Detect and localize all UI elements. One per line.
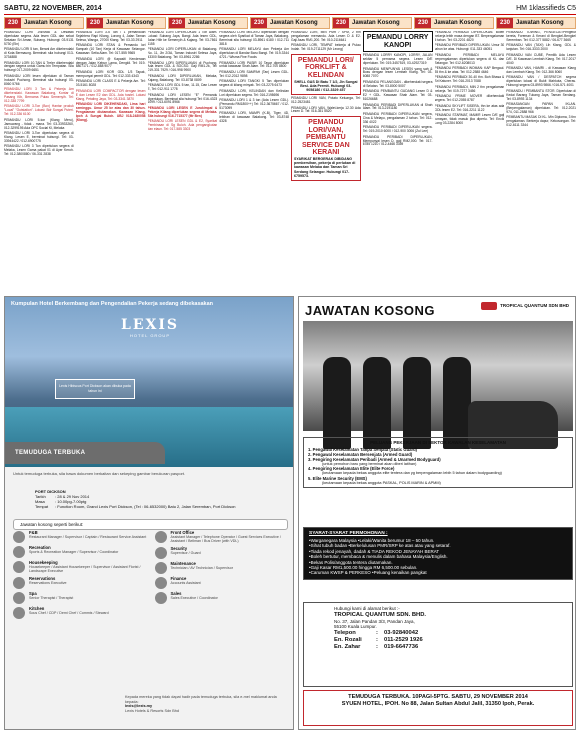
classified-ad: PEMANDU SKYLIFT SISERA, thn ke atas ada GDL lesen E2. Tel: 016-2211 1122 xyxy=(434,103,505,112)
ad-tagline: Kumpulan Hotel Berkembang dan Pengendalian Pekerja sedang dibekasakan xyxy=(11,301,214,307)
boxed-ad-title: PEMANDU LORI/VAN, PEMBANTU SERVICE DAN KERANI xyxy=(302,118,350,157)
positions-grid xyxy=(13,531,288,691)
offer-item: 5. Elite Marine Security (EMS) xyxy=(308,475,367,481)
position-item: Housekeeping Housekeeper / Assistant Housekeeper / Supervisor / Assistant Florist / Landscape Executive xyxy=(13,561,147,574)
classified-ad: PEMANDU PERIBADI DIPERLUKAN. Umur 30 tahun ke atas. Hubungi: 011-333 46051 xyxy=(434,43,505,52)
classified-column-6 xyxy=(363,31,433,293)
classified-column-5 xyxy=(291,31,361,293)
sales-icon xyxy=(155,592,167,604)
lexis-logo-wordmark: LEXIS xyxy=(120,317,180,333)
kitchen-icon xyxy=(13,607,25,619)
classified-ad: PEMBANTU MASAK DI KL. Min Diploma, 3 thn pengalaman. Berkerja dapur, Kekosongan. Tel: 012-6111 3344 xyxy=(506,115,576,128)
interview-venue xyxy=(35,489,285,509)
classified-ad: PEMANDU LORI 3-Ton diperlukan segera di Klang. Lesen E, berminat hubungi. Tel: 03-33944422 / 012-6900775 xyxy=(4,131,74,143)
position-item: Security Supervisor / Guard xyxy=(155,547,289,559)
classified-ad: PEMANDU VAN, HAMRI - di Kawasan Klang dan Lembah Klang. Tel: 012-366 8060 xyxy=(506,66,576,74)
offer-item: 2. Pengawal Keselamatan Bersenjata (Armed Guard) xyxy=(308,452,413,457)
requirement-item: •Sihat tubuh badan •Berkelulusan PMR/SRP ke atas atau yang setaraf. xyxy=(309,543,451,549)
classified-ad: PEMANDU VAN (TAXI) Lih Klang, GDL & lanjutan. Tel: 016-3333 2000 xyxy=(506,43,576,52)
classified-ad: PEMANDU LORI KOR GDL 1/3 Tapak, mempunyai permit GDL. Tel: 012-333 4343 xyxy=(75,69,146,78)
classified-ad: PEMANDU LORI PASIR 10 Tayar diperlukan untuk kawasan Shah Alam. Tel: 012-700 8800 xyxy=(219,60,289,69)
classified-ad: PEMANDU LORI lesen dijerlukan di Taman Industri Puchong. Berminat sila hubungi 03-8060 5766 xyxy=(4,73,74,86)
masthead-section: HM 1klassifieds C5 xyxy=(516,5,576,12)
classified-ad: PEMANDU LORI DIPERLUKAN 1 Ton Alam. Lokasi: Subang Jaya, Bangi. Ada lesen GDL, Jalan Hilir ke Semenyih & Kajang. Tel: 03-7861 1155 xyxy=(147,31,218,46)
classified-ad: PEMANDU STARMAT, MAMIR Lesen D/E gaji lumayan, tidak masuk jika diperlu. Tel: Encik Long 03-2284 8000 xyxy=(434,113,505,125)
classified-ad: PEMANDU LORI 3 Ton diperlukan segera di Melaka, Lesen Gama pakat 01 di Ayer Keroh. Tel: 012-3800880 / 06-331 2838 xyxy=(4,144,74,157)
offer-header: PELUANG PEKERJAAN DI SEKTOR KAWALAN KESELAMATAN xyxy=(370,440,506,445)
contact-company: TROPICAL QUANTUM SDN. BHD. xyxy=(334,611,426,618)
offer-item: 1. Pengawal Keselamatan Tanpa Senjata (Static Guard) xyxy=(308,447,418,452)
section-header: 230 Jawatan Kosong xyxy=(332,17,412,29)
guards-group xyxy=(323,357,471,449)
section-headers xyxy=(4,17,576,29)
footer-email: lexis@lexis.my xyxy=(125,704,153,709)
guard-figure xyxy=(443,357,471,449)
classified-ad: PEMANDU PELANGGAN - dikehendaki segera di Selatan. Tel: 03-8000 5007 xyxy=(362,79,433,88)
classified-ad: PEMANDU LORI 5-ton (Klang Meru), Jamuwang - tidak - mana. Tel: 03-33933260, 012-3299195 Ada OPC Social Kl, Melaka xyxy=(4,117,74,130)
classified-ad: PEMANDU VAN / DESPATCH segera diperlukan lokasi di Bukit Mahkota, Cheras. Hubungi segera 03-8993 9866 / 016-571 4001 xyxy=(506,75,576,88)
classified-ad: PEMANDU LORI 1 & 3 ton (Ada Lesen GDL). (Pemandu RM1800++) Tel: 012-3675667 / 012-5173099 xyxy=(219,98,289,110)
lexis-logo xyxy=(105,317,195,338)
requirement-item: •Gaji Kasar RM1,500.00 hingga RM 6,500.00 sebulan. xyxy=(309,565,418,571)
classified-ad: PEMANDU PERIBADI WOMAN: KAP Bergaul. 35 thn & ke atas. Tel: 012-2588 4646 xyxy=(434,66,505,74)
requirement-item: •Warganegara Malaysia •Lelaki/Wanita berumur 18 – 50 tahun. xyxy=(309,538,435,543)
classified-ad: PEMANDU PERIBADI DIPERLUKAN. Boleh bekerja lebih masa dengan BT. Berpengalaman 5 tahun. Tel: 03-2201 4820 xyxy=(434,31,505,42)
offer-item: 3. Pengiring Keselamatan Peribadi (Armed & Unarmed Bodyguard) xyxy=(308,457,441,462)
section-header: 230 Jawatan Kosong xyxy=(496,17,576,29)
offer-note: (keutamaan kepada bekas anggota PASKAL, POLIS MARIN & APMM) xyxy=(322,480,441,485)
position-item: F&B Restaurant Manager / Supervisor / Captain / Restaurant Service Assistant xyxy=(13,531,147,543)
classified-ad: PEMANDU LORI LESEN "E" Pemandu diperlukan. Berminat sila hubungi Tel: 016-4323 1099 / 013-6091 8966 xyxy=(147,92,218,105)
classified-ad: PEMANDU LORI DIKEHENDAKI, Lima hari seminggu. Umur 25 ke atas dan 30 tahun. Pengalaman diutamakan. Kawasan Klang, Ipoh & Sungai Buloh. UBJ 018-2480058 (Klang). xyxy=(75,102,146,122)
classified-ad: PEMANDU LORI, MIN PMR / SPM, 2 thn pengalaman memandu. Ada Lesen D & E2. Gaji Asas RM1,200. Tel: 010-2116641 xyxy=(291,31,361,42)
boxed-ad-title: PEMANDU LORI/ FORKLIFT & KELINDAN xyxy=(297,56,354,79)
contact-row: En. Zahar : 019-6647736 xyxy=(334,643,419,650)
classified-ad: PEMANDU LORI JW/Maa & Desasilk diperlukan segera. Ada lesen GDL dan sekat Sekatan Sri Aman, Subang. Hubungi: 03-9131 5730 (Ein) xyxy=(4,31,74,46)
boxed-ad-body: SHELL GAS Di Batu 7 1/2, Jln Sungai Besi. Ada Permit. Hubungi 03-9058186 / 012-3329 457 xyxy=(294,79,358,92)
classified-ad: PEMANDU LORI VAN, Walet-kerja 12.30 Ada Lesen D. Tel: 016-351 5520 xyxy=(291,105,361,114)
footer-note: Kepada mereka yang tidak dapat hadir pada temuduga terbuka, sila e-mel maklumat anda kepada: xyxy=(125,695,277,704)
classified-column-8 xyxy=(506,31,576,293)
requirement-item: •Boleh bertutur, membaca & menulis dalam bahasa Malaysia/English. xyxy=(309,554,448,560)
classified-ad: PEMANDU LORI STAN & Pemandu lori Sampah (10 Tan) Kerja di Kawasan Selangor. Kawasan: Setia Alam. Tel: 017-555 9565 xyxy=(75,43,146,56)
position-item: Reservations Reservations Executive xyxy=(13,577,147,589)
classified-columns xyxy=(4,31,576,293)
classified-column-1 xyxy=(4,31,74,293)
guard-figure xyxy=(323,357,351,449)
contact-row: En. Rozali : 011-2529 1926 xyxy=(334,636,423,643)
contact-address: No. 37, Jalan Pandan 3/3, Pandan Jaya, xyxy=(334,618,415,624)
classified-ad: PEMANDU LORI TANGKI 5 Tan diperlukan segera di kilang minyak. Tel: 03-2275 6473 xyxy=(219,79,289,88)
boxed-ad-title: PEMANDU LORRY KANOPI xyxy=(366,34,429,49)
boxed-ad-body: SYARIKAT BERGERAK DIBIDANG pembersihan, pekerja di perlukan di kawasan Melaka dan Taman Sri Serdang Selangor. Hubungi 017-6759573. xyxy=(294,156,356,178)
front-office-icon xyxy=(155,531,167,543)
classified-ad: PEMANDU LORI CLASS E & Pekerja Am. Tel: 03-5161 8028 xyxy=(75,79,146,88)
masthead-date: SABTU, 22 NOVEMBER, 2014 xyxy=(4,5,102,12)
position-item: Sales Sales Executive / Coordinator xyxy=(155,592,289,604)
food-beverage-icon xyxy=(13,531,25,543)
requirement-item: •Caruman KWSP & PERKESO •Peluang kenaikan pangkat xyxy=(309,570,427,576)
job-offer-list xyxy=(303,437,573,488)
venue-line: TEMUDUGA TERBUKA. 10PAGI-5PTG. SABTU, 29 NOVEMBER 2014 xyxy=(348,694,528,700)
positions-header: Jawatan kosong seperti berikut: xyxy=(13,519,288,530)
classified-ad: PEMANDU LORI LESEN E Jurukimpal & Pekerja Kilang diperlukan segera di Melaka. Sila hubungi 016-7715377 (Mr Ben) xyxy=(147,105,218,118)
lexis-footer xyxy=(125,695,290,713)
positions-right xyxy=(155,531,289,691)
classified-ad: PEMANDU LORI DIPERLUKAN, Melaka, Kajang, Balakong. Tel: 03-8738 0809 xyxy=(147,73,218,82)
guard-figure xyxy=(403,357,431,449)
section-header: 230 Jawatan Kosong xyxy=(4,17,84,29)
lexis-hotel-ad xyxy=(4,296,294,730)
masthead xyxy=(4,3,576,15)
classified-ad: PEMANDU LORRY KANOPI, LORRY, JALAN sekitar 5 pernama segera. Lesen D/E diperlukan. Tel: 019-3457519, 03-42927319 xyxy=(362,53,433,65)
classified-ad: PEMANDU LORI @ Kapasiti Kenderaan dengan Jalan Kebun Lama, Dengkil. Tel: 019-8807171 / 012-888 9077 xyxy=(75,56,146,69)
classified-ad: PEMANDU PERIBADI 30-40 thn. Boh Bhasa & Sri Katuner. Tel: 016-2013 7088 xyxy=(434,75,505,84)
classified-ad: PEMANDU LORI 3 Ton & Pekerja Am dikehendaki. Kawasan Balakong, Kontar di Pasang Kib, Bernama Pulau Semenyih. Tel: 012-338 7799 xyxy=(4,87,74,103)
classified-ad: PEMANDU PERIBADI DIPERLUKAN segera, Cina & Melayu, pengalaman 2 tahun. Tel: 012-336 4022 xyxy=(362,111,433,124)
classified-ad: PEMANDU PERIBADI MELAYU berpengalaman diperlukan segera di KL dan Selangor. Tel: 012-6208013 xyxy=(434,52,505,65)
position-item: Kitchen Sous Chef / CDP / Demi Chef / Commis / Steward xyxy=(13,607,147,619)
offer-item: 4. Pengiring Keselamatan Elite (Elite Force) xyxy=(308,466,395,472)
classified-column-7 xyxy=(435,31,505,293)
reservations-icon xyxy=(13,577,25,589)
venue-row: Tempat : Function Room, Grand Lexis Port Dickson, (Tel : 06-6532000) Batu 2, Jalan Seremban, Port Dickson xyxy=(35,504,236,509)
open-interview-banner: TEMUDUGA TERBUKA xyxy=(5,442,165,464)
ad-title: JAWATAN KOSONG xyxy=(305,303,436,318)
classified-ad: PEMANDU PERIBADI, MIN 2 thn pengalaman bekerja. Tel: 019-7277 3456 xyxy=(434,84,505,93)
offer-note: (keutamaan kepada bekas anggota elite tentera dan yg berpengalaman lebih 5 tahun dalam bodyguarding) xyxy=(322,471,502,476)
classified-ad: PEMANDU PEMBANTU GUDANG Lesen D & E2 + GDL. Kawasan Shah Alam. Tel: 03-51026688 xyxy=(362,89,433,102)
quantum-logo: TROPICAL QUANTUM SDN BHD xyxy=(481,302,569,310)
classified-ad: PEMANDU LORI SAMPAH (Tan) Lesen GDL. Tel: 012-2012 9898 xyxy=(219,69,289,78)
security-icon xyxy=(155,547,167,559)
classified-ad: PEMANDU LORI COMPACTOR dengan lesen E dan Lesen E2 dan GDL. Ada hostel. Lokasi Klang, Petaling Jaya, Tel: 03-3341 3870 xyxy=(75,88,146,101)
venue-row: Tarikh : 28 & 29 Nov 2014 xyxy=(35,494,90,499)
spa-icon xyxy=(13,592,25,604)
position-item: Recreation Sports & Recreation Manager / Supervisor / Coordinator xyxy=(13,546,147,558)
position-item: Front Office Assistant Manager / Telephone Operator / Guest Services Executive / Assistant / Bellman / Bus Driver (with VDL) xyxy=(155,531,289,544)
interview-intro: Untuk temuduga terbuka, sila bawa dokumen berkaitan dan sekeping gambar berukuran pasport. xyxy=(13,471,186,476)
classified-ad: PEMANDU VAN CUBE, Pemilik Ada Lesen D/E. Di Kawasan Lembah Klang. Tel: 017-2017 4040 xyxy=(506,52,576,65)
requirements-header: SYARAT-SYARAT PERMOHONAN : xyxy=(309,531,388,536)
guard-figure xyxy=(363,357,391,449)
classified-ad: PEMANDU LORI DIPERLUKAN di Puchong. Ada lesen GDL & SOCSO. Gaji RM1.2k, Tel: 019-331 7929 / 016-998 9900 xyxy=(147,60,218,73)
classified-column-3 xyxy=(148,31,218,293)
classified-ad: PEMANDU LORI, TEMPAT bekerja di Pulau Indah. Tel: 019-2711129 (Mr Leong) xyxy=(291,43,361,52)
classified-column-4 xyxy=(219,31,289,293)
hotel-sign: Lexis Hibiscus Port Dickson akan dibuka pada tahun ini xyxy=(55,379,135,399)
requirement-item: •Bekas Polis/anggota tentera diutamakan. xyxy=(309,559,393,565)
classified-ad: PEMANDU PRIME MOVER dikehendaki segera. Tel: 012-2055 8787 xyxy=(434,94,505,103)
recreation-icon xyxy=(13,546,25,558)
hotel-photo xyxy=(5,297,293,467)
lexis-logo-subtitle: HOTEL GROUP xyxy=(130,333,170,338)
classified-ad: PEMANDU LORI GDL 5 tan, 11.15, Dan Lesen E, Tel: 012-911 1778 xyxy=(147,83,218,92)
section-header: 230 Jawatan Kosong xyxy=(86,17,166,29)
contact-intro: Hubungi kami di alamat berikut :- xyxy=(334,606,400,611)
position-item: Maintenance Technician / AV Technician / Supervisor xyxy=(155,562,289,574)
classified-ad: PEMASANGAN PAPAN IKLAN. (Berpengalaman) diperlukan. Tel: 012-2021 974, 011-2888 966 xyxy=(506,102,576,114)
classified-column-2 xyxy=(76,31,146,293)
position-item: Finance Accounts Assistant xyxy=(155,577,289,589)
interview-venue xyxy=(303,690,573,726)
section-header: 230 Jawatan Kosong xyxy=(168,17,248,29)
classified-ad: PEMANDU PERIBADI DIPERLUKAN di Shah Alam. Tel: 013-2191180 xyxy=(362,102,433,111)
venue-row: Masa : 10.00pg-7.00ptg xyxy=(35,499,87,504)
classified-ad: PEMANDU PERIBADI DIPERLUKAN segera. Tel: 019-2010 6000 / 012-900 3006 (Zul Lee) xyxy=(362,125,433,134)
positions-left xyxy=(13,531,147,691)
section-header: 230 Jawatan Kosong xyxy=(250,17,330,29)
housekeeping-icon xyxy=(13,561,25,573)
classified-ad: PEMANDU LORI MELAYU dan Pekerja Am diperlukan di Bandar Baru Bangi. Tel: 019-3344 4721 / Wisma Fine Foods xyxy=(219,47,289,60)
contact-address: 55100 Kuala Lumpur. xyxy=(334,624,377,629)
contact-box xyxy=(303,602,573,687)
boxed-ad-forklift xyxy=(291,54,361,95)
contact-row: Telepon : 03-92840042 xyxy=(334,629,419,636)
classified-ad: PEMANDU LORI 3-Ton (Box) Hantar produk "Local" "Outstation". Lokasi: Bdr Sungai Puteri. Tel: 012-336 6100 xyxy=(4,104,74,117)
classified-ad: PEMANDU LORI MELAYU diperlukan dengan segera oleh Syarikat di Taman Jaya, Balakong. Berminat sila hubungi 03-8961 6180 / 012-711 3818 xyxy=(219,31,289,46)
footer-company: Lexis Hotels & Resorts Sdn Bhd xyxy=(125,708,180,713)
venue-line: SYUEN HOTEL, IPOH. No 88, Jalan Sultan Abdul Jalil, 31350 Ipoh, Perak. xyxy=(341,701,535,707)
security-guards-photo xyxy=(303,321,573,431)
section-header: 230 Jawatan Kosong xyxy=(414,17,494,29)
venue-title: PORT DICKSON xyxy=(35,489,66,494)
classified-ad: PEMANDU LORI VAN, Potato Keluarga, Tel: 012-2523481 xyxy=(291,96,361,105)
position-item: Spa Senior Therapist / Therapist xyxy=(13,592,147,604)
classified-ad: PEMANDU LORI 3-5 Tan / 1 pemanduan Sejahtera Rapi Kilang, Lorong 4, Jalan Taman Selesa, Wanga, 27000 Klang. Tel: 03-33 2911 xyxy=(75,31,146,42)
classified-ad: PEMANDU / PEMBANTU STOR. Diperlukan di Kedai Barang Tukang Jaya, Taman Serdang. Tel: 03-8993 1134 xyxy=(506,88,576,101)
quantum-logo-icon xyxy=(481,302,497,310)
requirements-box xyxy=(303,527,573,580)
classified-ad: PEMANDU MENPUNYAI LESEN yang sah & Boss dengan lesen Lembah Klang. Tel: 03-6088 7070 xyxy=(362,66,433,79)
classified-ad: PEMANDU LORI DIPERLUKAN di Balakong. No. 11, Jln 2/3A, Taman Industri Selesa Jaya, 43300 Balakong. Tel: 03-8961 2286 xyxy=(147,47,218,60)
classified-ad: PEMANDU PERIBADI DIPERLUKAN, Mempunyai lesen D, gaji RM2,000. Tel: 017-6785 1210 / 012-4466 3359 xyxy=(362,134,433,147)
classified-ad: PEMANDU LORI, KELINDAN dan Kelindan Lori diperlukan segera. Tel: 016-2198696 xyxy=(219,88,289,97)
requirement-item: •Tiada rekod jenayah, dadah & TIADA REKOD JENAYAH BERAT xyxy=(309,548,440,554)
classified-ad: PEMANDU LORI 10-TAN & Treler dikehendaki dengan segera untuk Gamu bin Tempatan. Sila hubungi 017-2009 6651 xyxy=(4,60,74,73)
classified-ad: PEMANDU LORI LESEN GDL & E2, Syarikat Pembinaan di Sg Buloh. Ada pengangkutan dan elaun. Tel: 017-585 3303 xyxy=(147,119,218,132)
classified-ad: PEMANDU TOWING, PENGECAT/Pengelut kereta, Foreman & Kerani di Bengkel-Bengkel Seremban. Tel: 012-377 5882 / 06-677 3665 xyxy=(506,31,576,42)
tropical-quantum-ad xyxy=(298,296,576,730)
classified-ad: PEMANDU LORI 5 tan, Berani Am dikehendaki di Kota Bermaung. Berminat: sila hubungi 013-3734888 xyxy=(4,47,74,60)
finance-icon xyxy=(155,577,167,589)
offer-note: (untuk pemohon baru yang berminat akan diberi latihan) xyxy=(322,462,417,466)
maintenance-icon xyxy=(155,562,167,574)
classified-ad: PEMANDU LORI, MAMPI (K-B), Tiger, 4D, lebihan di kawasan Balakong. Tel: 03-8748 4328 xyxy=(219,111,289,124)
boxed-ad-service xyxy=(291,116,361,181)
boxed-ad-kanopi xyxy=(363,31,433,52)
